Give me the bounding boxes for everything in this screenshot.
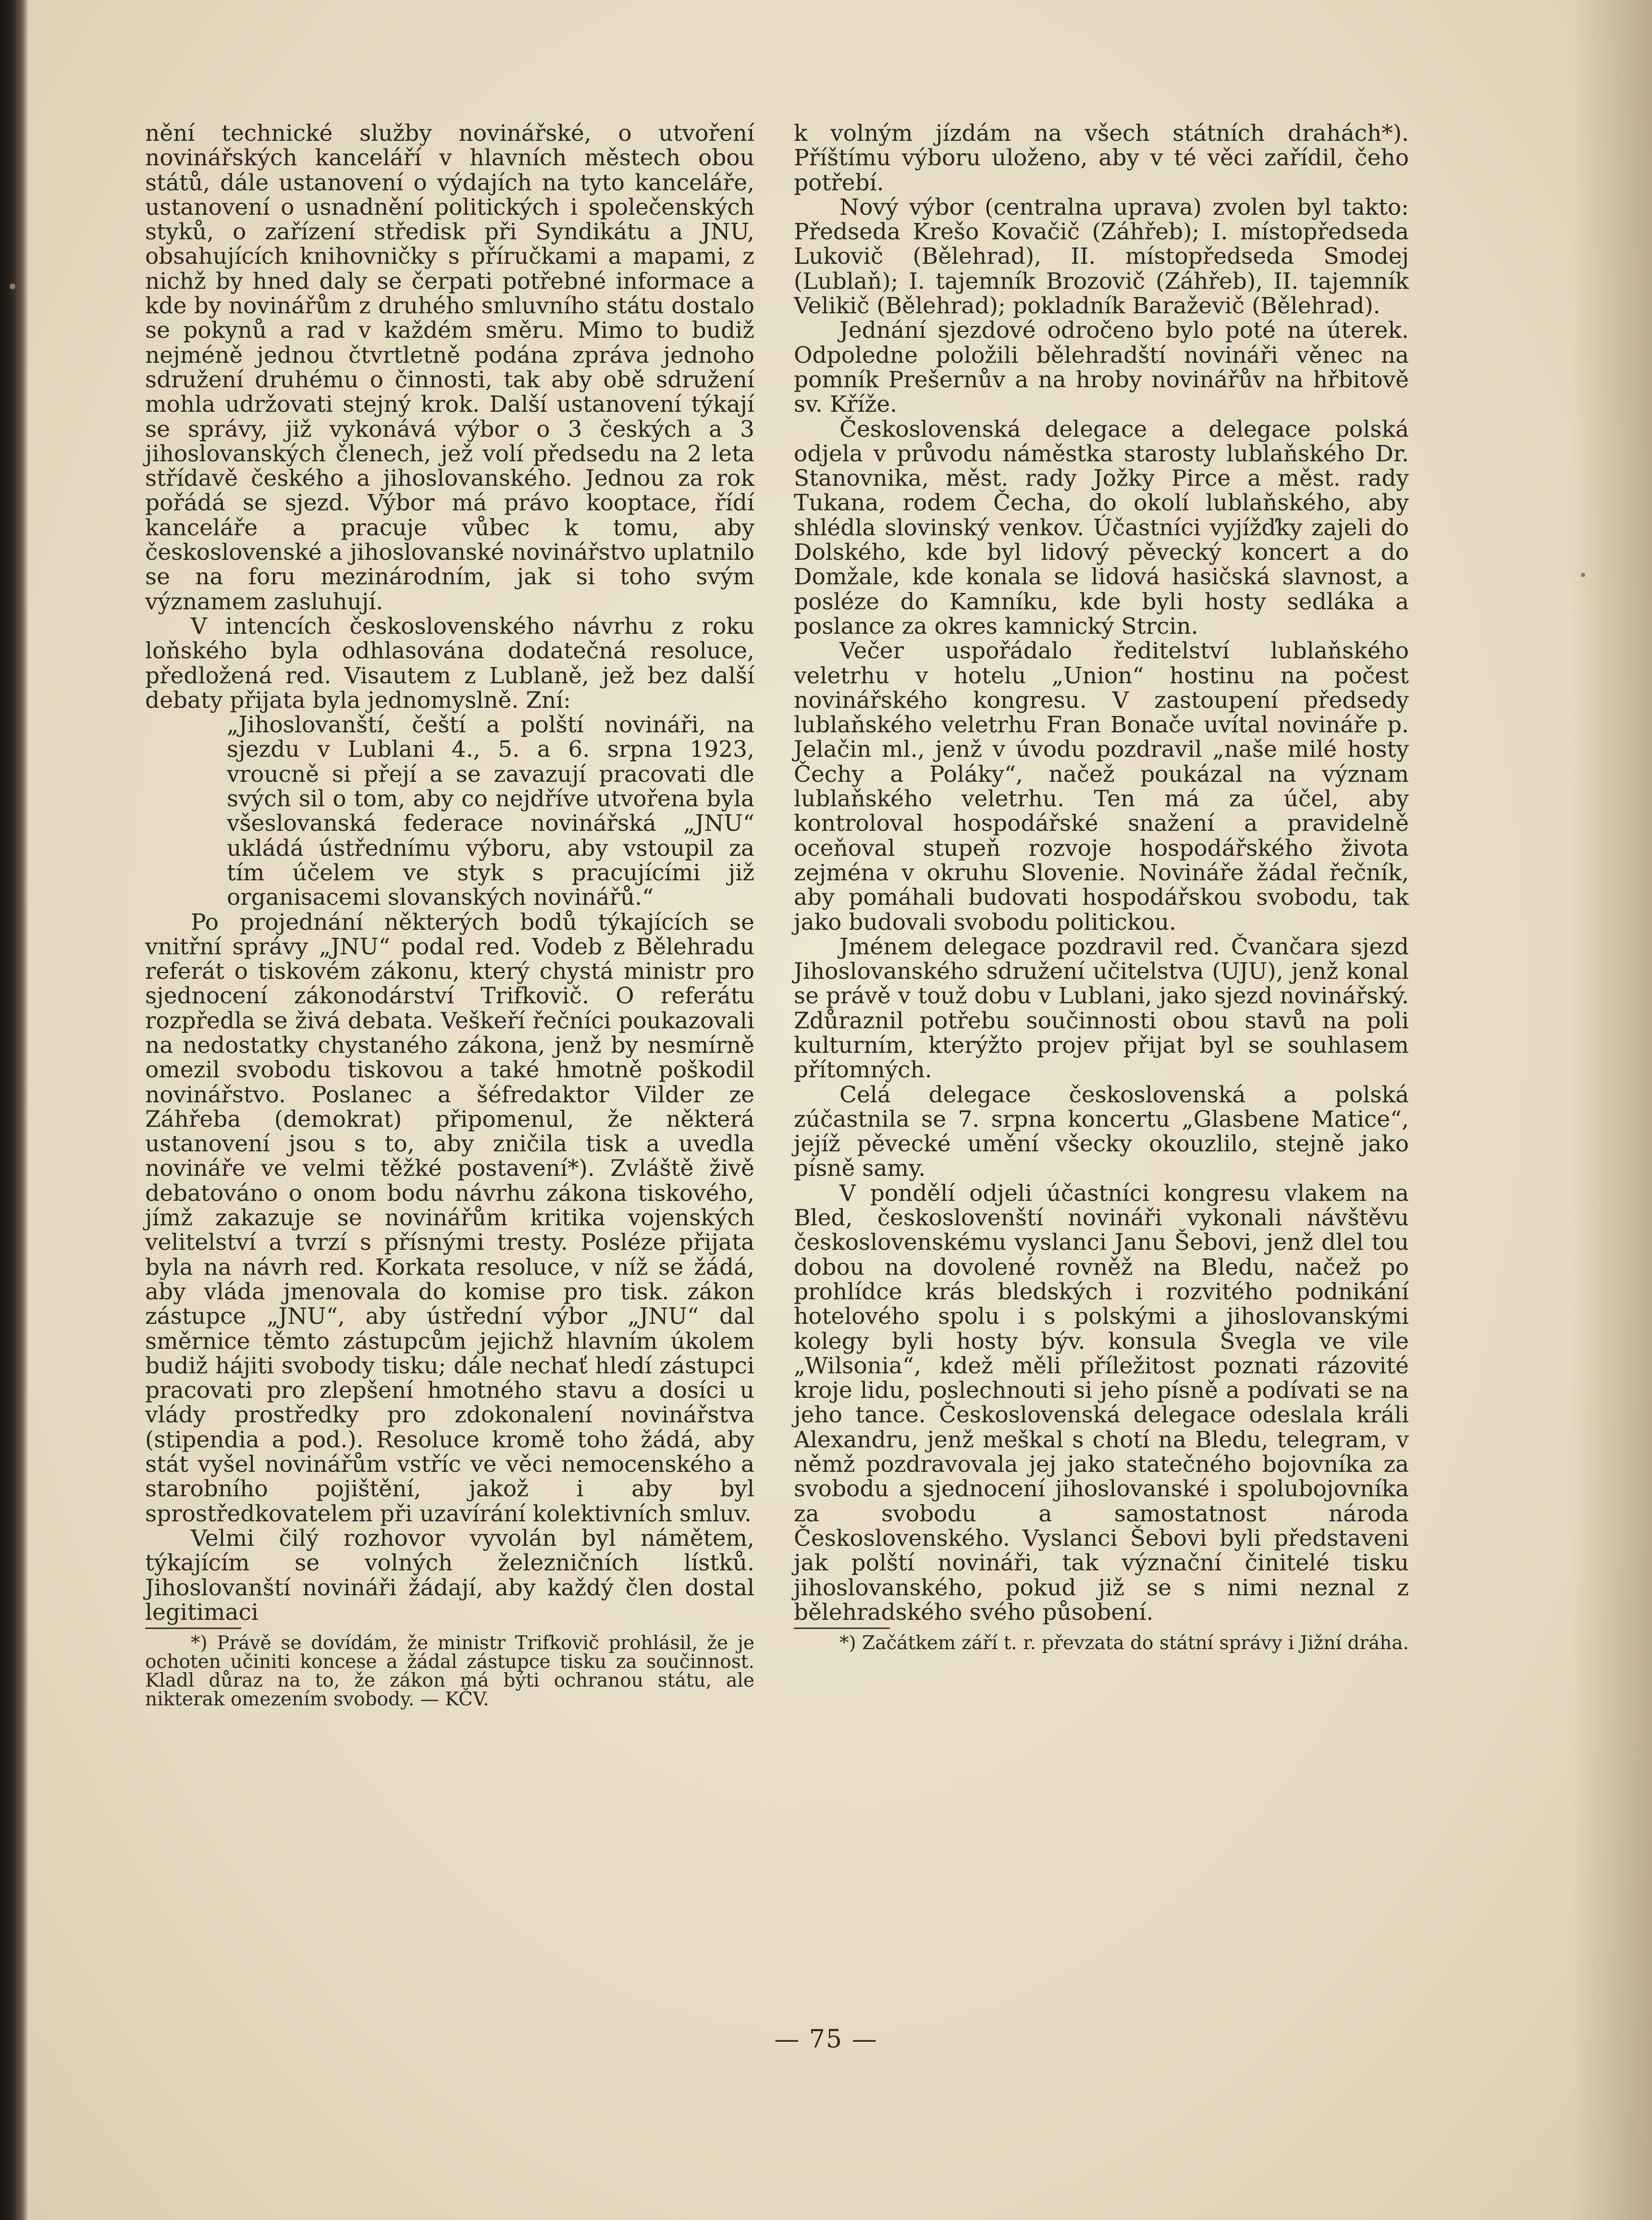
left-column <box>145 121 754 1709</box>
right-paragraph-2: Nový výbor (centralna uprava) zvolen byl takto: Předseda Krešo Kovačič (Záhřeb); I. místopředseda Lukovič (Bělehrad), II. místopředseda Smodej (Lublaň); I. tajemník Brozovič (Záhřeb), II. tajemník Velikič (Bělehrad); pokladník Baraževič (Bělehrad). <box>794 194 1409 320</box>
left-paragraph-1: nění technické služby novinářské, o utvoření novinářských kanceláří v hlavních městech obou států, dále ustanovení o výdajích na tyto kanceláře, ustanovení o usnadnění politických i společenských styků, o zařízení středisk při Syndikátu a JNU, obsahujících knihovničky s příručkami a mapami, z nichž by hned daly se čerpati potřebné informace a kde by novinářům z druhého smluvního státu dostalo se pokynů a rad v každém směru. Mimo to budiž nejméně jednou čtvrtletně podána zpráva jednoho sdružení druhému o činnosti, tak aby obě sdružení mohla udržovati stejný krok. Další ustanovení týkají se správy, již vykonává výbor o 3 českých a 3 jihoslovanských členech, jež volí předsedu na 2 leta střídavě českého a jihoslovanského. Jednou za rok pořádá se sjezd. Výbor má právo kooptace, řídí kanceláře a pracuje vůbec k tomu, aby československé a jihoslovanské novinářstvo uplatnilo se na foru mezinárodním, jak si toho svým významem zasluhují. <box>145 120 754 615</box>
right-paragraph-7: Celá delegace československá a polská zúčastnila se 7. srpna koncertu „Glasbene Matice“, jejíž pěvecké umění všecky okouzlilo, stejně jako písně samy. <box>794 1081 1409 1182</box>
left-paragraph-2: V intencích československého návrhu z roku loňského byla odhlasována dodatečná resoluce, předložená red. Visautem z Lublaně, jež bez další debaty přijata byla jednomyslně. Zní: <box>145 613 754 714</box>
right-paragraph-8: V pondělí odjeli účastníci kongresu vlakem na Bled, českoslovenští novináři vykonali návštěvu československému vyslanci Janu Šebovi, jenž dlel tou dobou na dovolené rovněž na Bledu, načež po prohlídce krás bledských i rozvitého podnikání hotelového spolu i s polskými a jihoslovanskými kolegy byli hosty býv. konsula Švegla ve vile „Wilsonia“, kdež měli příležitost poznati rázovité kroje lidu, poslechnouti si jeho písně a podívati se na jeho tance. Československá delegace odeslala králi Alexandru, jenž meškal s chotí na Bledu, telegram, v němž pozdravovala jej jako statečného bojovníka za svobodu a sjednocení jihoslovanské i spolubojovníka za svobodu a samostatnost národa Československého. Vyslanci Šebovi byli představeni jak polští novináři, tak význační činitelé tisku jihoslovanského, pokud již se s nimi neznal z bělehradského svého působení. <box>794 1180 1409 1626</box>
right-paragraph-6: Jménem delegace pozdravil red. Čvančara sjezd Jihoslovanského sdružení učitelstva (UJU), jenž konal se právě v touž dobu v Lublani, jako sjezd novinářský. Zdůraznil potřebu součinnosti obou stavů na poli kulturním, kterýžto projev přijat byl se souhlasem přítomných. <box>794 933 1409 1084</box>
footnote-divider <box>794 1628 890 1629</box>
right-paragraph-1: k volným jízdám na všech státních drahách*). Příštímu výboru uloženo, aby v té věci zařídil, čeho potřebí. <box>794 120 1409 196</box>
resolution-quote: „Jihoslovanští, čeští a polští novináři, na sjezdu v Lublani 4., 5. a 6. srpna 1923, vroucně si přejí a se zavazují pracovati dle svých sil o tom, aby co nejdříve utvořena byla všeslovanská federace novinářská „JNU“ ukládá ústřednímu výboru, aby vstoupil za tím účelem ve styk s pracujícími již organisacemi slovanských novinářů.“ <box>227 712 754 911</box>
right-paragraph-3: Jednání sjezdové odročeno bylo poté na úterek. Odpoledne položili bělehradští novináři věnec na pomník Prešernův a na hroby novinářův na hřbitově sv. Kříže. <box>794 317 1409 418</box>
right-paragraph-4: Československá delegace a delegace polská odjela v průvodu náměstka starosty lublaňského Dr. Stanovnika, měst. rady Jožky Pirce a měst. rady Tukana, rodem Čecha, do okolí lublaňského, aby shlédla slovinský venkov. Účastníci vyjížďky zajeli do Dolského, kde byl lidový pěvecký koncert a do Domžale, kde konala se lidová hasičská slavnost, a posléze do Kamníku, kde byli hosty sedláka a poslance za okres kamnický Strcin. <box>794 416 1409 640</box>
margin-mark <box>10 284 15 289</box>
book-spine <box>0 0 28 2220</box>
left-paragraph-4: Velmi čilý rozhovor vyvolán byl námětem, týkajícím se volných železničních lístků. Jihoslovanští novináři žádají, aby každý člen dostal legitimaci <box>145 1525 754 1626</box>
paper-speck <box>1581 573 1585 577</box>
page-number: — 75 — <box>774 2025 878 2054</box>
right-column <box>794 121 1409 1653</box>
right-paragraph-5: Večer uspořádalo ředitelství lublaňského veletrhu v hotelu „Union“ hostinu na počest novinářského kongresu. V zastoupení předsedy lublaňského veletrhu Fran Bonače uvítal novináře p. Jelačin ml., jenž v úvodu pozdravil „naše milé hosty Čechy a Poláky“, načež poukázal na význam lublaňského veletrhu. Ten má za účel, aby kontroloval hospodářské snažení a pravidelně oceňoval stupeň rozvoje hospodářského života zejména v okruhu Slovenie. Novináře žádal řečník, aby pomáhali budovati hospodářskou svobodu, tak jako budovali svobodu politickou. <box>794 638 1409 936</box>
right-footnote: *) Začátkem září t. r. převzata do státní správy i Jižní dráha. <box>839 1632 1409 1654</box>
page-edge-shadow <box>1570 0 1652 2220</box>
left-footnote: *) Právě se dovídám, že ministr Trifkovič prohlásil, že je ochoten učiniti koncese a žádal zástupce tisku za součinnost. Kladl důraz na to, že zákon má býti ochranou státu, ale nikterak omezením svobody. — KČV. <box>145 1632 754 1711</box>
footnote-divider <box>145 1628 241 1629</box>
left-paragraph-3: Po projednání některých bodů týkajících se vnitřní správy „JNU“ podal red. Vodeb z Bělehradu referát o tiskovém zákonu, který chystá ministr pro sjednocení zákonodárství Trifkovič. O referátu rozpředla se živá debata. Veškeří řečníci poukazovali na nedostatky chystaného zákona, jenž by nesmírně omezil svobodu tiskovou a také hmotně poškodil novinářstvo. Poslanec a šéfredaktor Vilder ze Záhřeba (demokrat) připomenul, že některá ustanovení jsou s to, aby zničila tisk a uvedla novináře ve velmi těžké postavení*). Zvláště živě debatováno o onom bodu návrhu zákona tiskového, jímž zakazuje se novinářům kritika vojenských velitelství a tvrzí s přísnými tresty. Posléze přijata byla na návrh red. Korkata resoluce, v níž se žádá, aby vláda jmenovala do komise pro tisk. zákon zástupce „JNU“, aby ústřední výbor „JNU“ dal směrnice těmto zástupcům jejichž hlavním úkolem budiž hájiti svobody tisku; dále nechať hledí zástupci pracovati pro zlepšení hmotného stavu a dosíci u vlády prostředky pro zdokonalení novinářstva (stipendia a pod.). Resoluce kromě toho žádá, aby stát vyšel novinářům vstříc ve věci nemocenského a starobního pojištění, jakož i aby byl sprostředkovatelem při uzavírání kolektivních smluv. <box>145 909 754 1527</box>
